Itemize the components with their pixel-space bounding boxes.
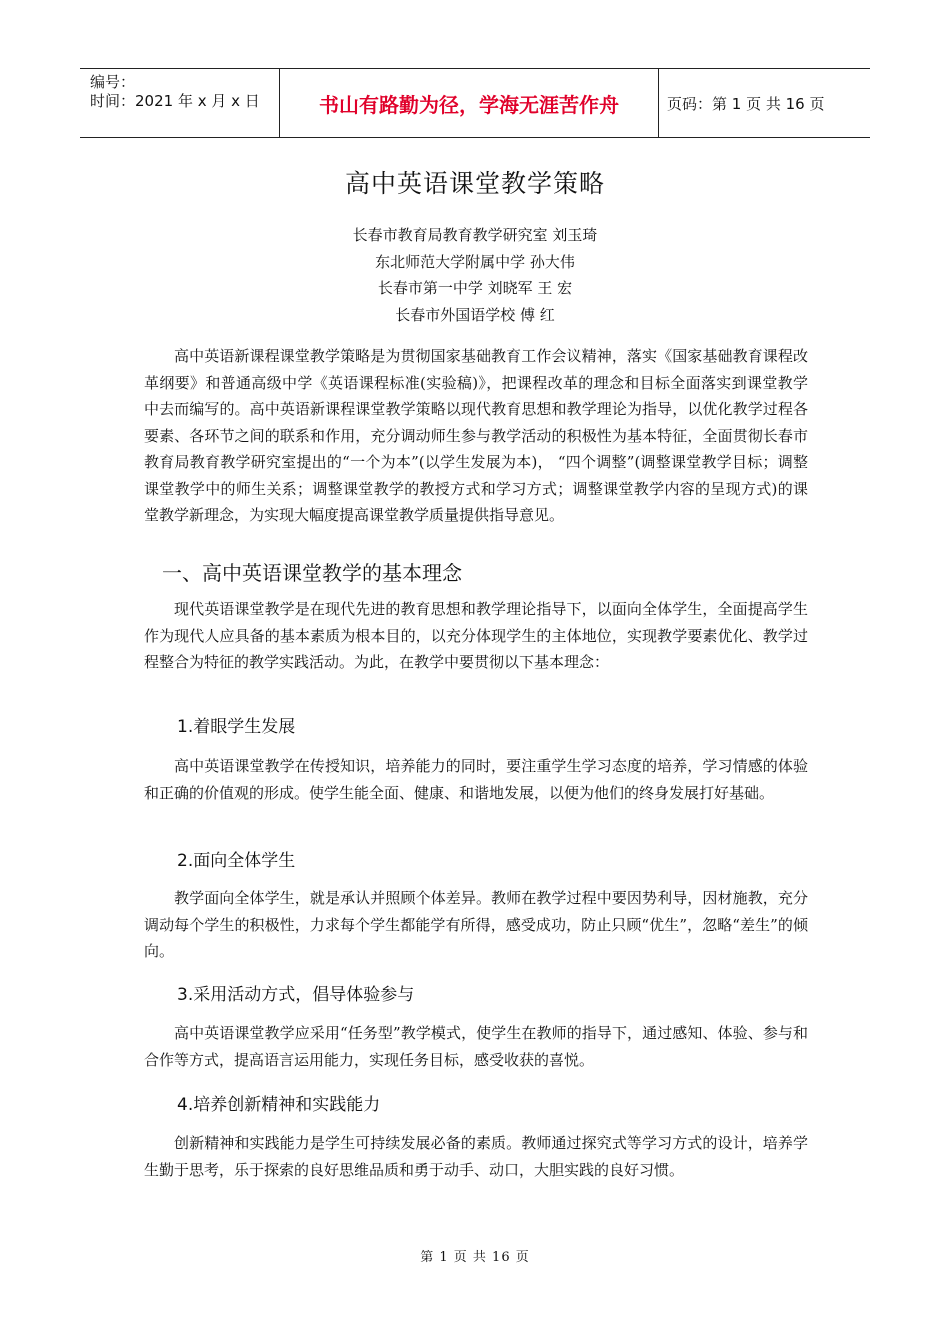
date-label: 时间：2021 年 x 月 x 日	[90, 92, 260, 110]
intro-text: 高中英语新课程课堂教学策略是为贯彻国家基础教育工作会议精神，落实《国家基础教育课程改革纲要》和普通高级中学《英语课程标准(实验稿)》，把课程改革的理念和目标全面落实到课堂教学中去而编写的。高中英语新课程课堂教学策略以现代教育思想和教学理论为指导，以优化教学过程各要素、各环节之间的联系和作用，充分调动师生参与教学活动的积极性为基本特征，全面贯彻长春市教育局教育教学研究室提出的“一个为本”(以学生发展为本)， “四个调整”(调整课堂教学目标；调整课堂教学中的师生关系；调整课堂教学的教授方式和学习方式；调整课堂教学内容的呈现方式)的课堂教学新理念，为实现大幅度提高课堂教学质量提供指导意见。	[144, 347, 808, 524]
number-label: 编号：	[90, 73, 136, 91]
intro-paragraph	[144, 343, 808, 529]
subsection-body	[144, 753, 808, 806]
subsection-text: 高中英语课堂教学在传授知识，培养能力的同时，要注重学生学习态度的培养，学习情感的体验和正确的价值观的形成。使学生能全面、健康、和谐地发展，以便为他们的终身发展打好基础。	[144, 757, 808, 802]
subsection-heading: 4.培养创新精神和实践能力	[177, 1095, 381, 1115]
subsection-text: 创新精神和实践能力是学生可持续发展必备的素质。教师通过探究式等学习方式的设计，培养学生勤于思考，乐于探索的良好思维品质和勇于动手、动口，大胆实践的良好习惯。	[144, 1134, 808, 1179]
subsection-heading: 2.面向全体学生	[177, 851, 296, 871]
author-line: 东北师范大学附属中学 孙大伟	[375, 252, 575, 271]
subsection-body	[144, 885, 808, 965]
subsection-body	[144, 1020, 808, 1073]
section-intro	[144, 596, 808, 676]
section-intro-text: 现代英语课堂教学是在现代先进的教育思想和教学理论指导下，以面向全体学生，全面提高学生作为现代人应具备的基本素质为根本目的，以充分体现学生的主体地位，实现教学要素优化、教学过程整合为特征的教学实践活动。为此，在教学中要贯彻以下基本理念：	[144, 600, 808, 671]
subsection-text: 高中英语课堂教学应采用“任务型”教学模式，使学生在教师的指导下，通过感知、体验、参与和合作等方式，提高语言运用能力，实现任务目标，感受收获的喜悦。	[144, 1024, 808, 1069]
header-meta	[80, 69, 280, 137]
page-header	[80, 68, 870, 138]
subsection-heading: 3.采用活动方式，倡导体验参与	[177, 985, 415, 1005]
header-page-info: 页码：第 1 页 共 16 页	[667, 94, 825, 113]
header-motto: 书山有路勤为径，学海无涯苦作舟	[280, 69, 659, 137]
author-line: 长春市第一中学 刘晓军 王 宏	[377, 279, 573, 297]
author-line: 长春市外国语学校 傅 红	[395, 305, 555, 324]
author-list	[0, 222, 950, 328]
author-line: 长春市教育局教育教学研究室 刘玉琦	[352, 226, 598, 244]
subsection-body	[144, 1130, 808, 1183]
section-heading: 一、高中英语课堂教学的基本理念	[162, 561, 462, 585]
document-title: 高中英语课堂教学策略	[344, 169, 605, 198]
subsection-heading: 1.着眼学生发展	[177, 717, 296, 737]
page-footer: 第 1 页 共 16 页	[420, 1250, 530, 1265]
subsection-text: 教学面向全体学生，就是承认并照顾个体差异。教师在教学过程中要因势利导，因材施教，充分调动每个学生的积极性，力求每个学生都能学有所得，感受成功，防止只顾“优生”，忽略“差生”的倾向。	[144, 889, 808, 960]
